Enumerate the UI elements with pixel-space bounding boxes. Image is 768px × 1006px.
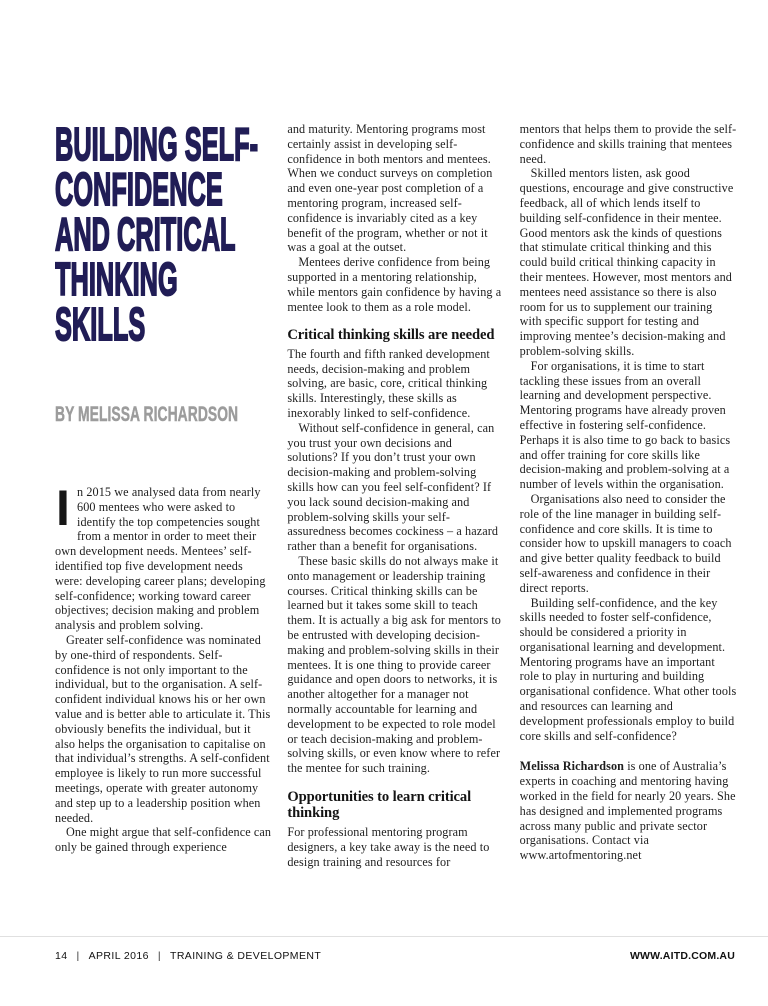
- footer-left: [55, 950, 321, 962]
- page-number: 14: [55, 950, 68, 962]
- section-heading: Critical thinking skills are needed: [287, 327, 495, 344]
- paragraph: Greater self-confidence was nominated by one-third of respondents. Self-confidence is not only important to the individual, but to the organisation. A self-confident individual knows his or her own value and is better able to articulate it. This obviously benefits the individual, but it also helps the organisation to capitalise on that individual’s strengths. A self-confident employee is likely to run more successful meetings, operate with greater autonomy and step up to a leadership position when needed.: [55, 632, 271, 825]
- paragraph: Skilled mentors listen, ask good questions, encourage and give constructive feedback, all of which lends itself to building self-confidence in their mentee. Good mentors ask the kinds of questions that stimulate critical thinking and this could build critical thinking capacity in their mentees. However, most mentors and mentees need assistance so there is also room for us to supplement our training with specific support for testing and improving mentee’s decision-making and problem-solving skills.: [519, 166, 734, 358]
- magazine-name: TRAINING & DEVELOPMENT: [170, 950, 322, 962]
- byline: [55, 403, 272, 427]
- section-heading: Opportunities to learn critical thinking: [287, 788, 472, 822]
- byline-text: BY MELISSA RICHARDSON: [55, 403, 239, 426]
- column-3: [520, 122, 737, 935]
- paragraph: mentors that helps them to provide the self-confidence and skills training that mentees need.: [519, 122, 737, 166]
- paragraph: For professional mentoring program designers, a key take away is the need to design training and resources for: [287, 824, 490, 869]
- title-text: SKILLS: [55, 298, 146, 350]
- paragraph: [55, 480, 272, 633]
- footer-rule: [0, 936, 768, 937]
- footer-separator: |: [76, 950, 80, 962]
- title-text: AND CRITICAL: [55, 208, 236, 260]
- paragraph: Building self-confidence, and the key skills needed to foster self-confidence, should be considered a priority in organisational learning and development. Mentoring programs have an important role to play in nurturing and building organisational confidence. What other tools and resources can learning and development professionals employ to build core skills and self-confidence?: [519, 595, 737, 743]
- article-body-start: [55, 480, 272, 855]
- title-line: [55, 163, 272, 215]
- article-columns: [55, 122, 737, 935]
- paragraph: and maturity. Mentoring programs most certainly assist in developing self-confidence in both mentors and mentees. When we conduct surveys on completion and even one-year post completion of a mentoring program, increased self-confidence is invariably cited as a key benefit of the program, whether or not it was a goal at the outset.: [287, 122, 493, 255]
- footer-separator: |: [157, 950, 161, 962]
- paragraph: Organisations also need to consider the role of the line manager in building self-confidence and core skills. It is time to consider how to upskill managers to coach and give better quality feedback to build self-awareness and confidence in their direct reports.: [519, 491, 732, 595]
- title-line: [55, 253, 272, 305]
- paragraph: One might argue that self-confidence can only be gained through experience: [55, 825, 272, 855]
- paragraph-text: n 2015 we analysed data from nearly 600 mentees who were asked to identify the top competencies sought from a mentor in order to meet their own development needs. Mentees’ self-identified top five development needs were: developing career plans; developing self-confidence; working toward career objectives; decision making and problem analysis and problem solving.: [55, 485, 266, 633]
- author-bio: [520, 759, 737, 863]
- title-text: CONFIDENCE: [55, 163, 223, 215]
- paragraph: Mentees derive confidence from being supported in a mentoring relationship, while mentors gain confidence by having a mentee look to them as a role model.: [287, 255, 502, 314]
- issue-date: APRIL 2016: [88, 950, 149, 962]
- paragraph: These basic skills do not always make it onto management or leadership training courses. Critical thinking skills can be learned but it takes some skill to teach them. It is actually a big ask for mentors to be entrusted with developing decision-making and problem-solving skills in their mentees. It is one thing to provide career guidance and open doors to networks, it is another altogether for a manager not normally accountable for learning and development to be expected to role model or teach decision-making and problem-solving skills, or even know where to refer the mentee for such training.: [287, 554, 501, 776]
- author-name: Melissa Richardson: [519, 759, 625, 774]
- paragraph: For organisations, it is time to start tackling these issues from an overall learning and development perspective. Mentoring programs have already proven effective in fostering self-confidence. Perhaps it is also time to go back to basics and offer training for core skills like decision-making and problem-solving at a number of levels within the organisation.: [519, 358, 731, 492]
- paragraph: Without self-confidence in general, can you trust your own decisions and solutions? If you don’t trust your own decision-making and problem-solving skills how can you feel self-confident? If you lack sound decision-making and problem-solving skills your self-assuredness becomes cockiness – a hazard rather than a benefit for organisations.: [287, 420, 499, 554]
- column-2: [287, 122, 504, 935]
- column-1: [55, 122, 272, 935]
- title-line: [55, 122, 272, 170]
- paragraph: The fourth and fifth ranked development needs, decision-making and problem solving, are basic, core, critical thinking skills. Interestingly, these skills as inexorably linked to self-confidence.: [287, 346, 490, 421]
- title-text: BUILDING SELF-: [55, 122, 259, 170]
- title-line: [55, 298, 272, 350]
- page-footer: [55, 948, 735, 964]
- drop-cap: I: [56, 480, 70, 536]
- website-url: WWW.AITD.COM.AU: [629, 950, 735, 962]
- title-line: [55, 208, 272, 260]
- title-text: THINKING: [55, 253, 178, 305]
- author-bio-text: is one of Australia’s experts in coaching and mentoring having worked in the field for nearly 20 years. She has designed and implemented programs across many public and private sector organisations. Contact via www.artofmentoring.net: [519, 759, 736, 863]
- article-title: [55, 122, 272, 350]
